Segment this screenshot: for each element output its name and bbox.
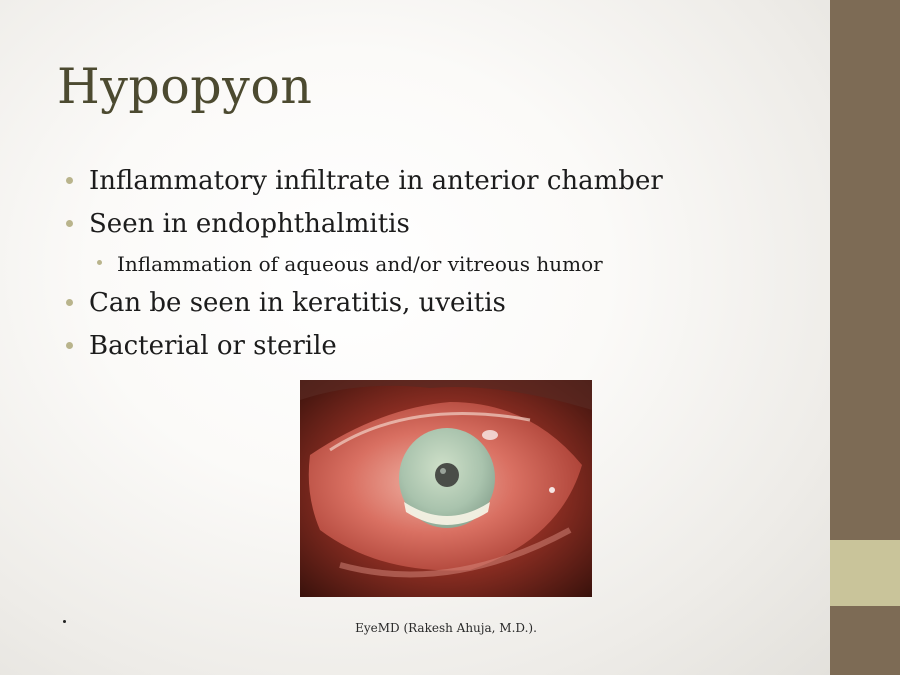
bullet-text: Can be seen in keratitis, uveitis (89, 288, 506, 318)
bullet-text: Seen in endophthalmitis (89, 209, 410, 239)
bullet-item (64, 325, 784, 368)
bullet-dot-icon (66, 342, 73, 349)
bullet-list (64, 160, 784, 368)
eye-photo (300, 380, 592, 597)
bullet-text: Bacterial or sterile (89, 331, 337, 361)
slide-title: Hypopyon (57, 58, 313, 115)
image-caption: EyeMD (Rakesh Ahuja, M.D.). (355, 621, 537, 635)
sub-bullet-text: Inflammation of aqueous and/or vitreous humor (117, 252, 603, 276)
bullet-dot-icon (66, 220, 73, 227)
sub-bullet-dot-icon (97, 260, 102, 265)
corner-dot (63, 620, 66, 623)
bullet-dot-icon (66, 299, 73, 306)
bullet-item (64, 282, 784, 325)
bullet-text: Inflammatory infiltrate in anterior chamber (89, 166, 663, 196)
sub-bullet-item (64, 246, 784, 282)
slide-sidebar-accent (830, 540, 900, 606)
bullet-dot-icon (66, 177, 73, 184)
bullet-item (64, 203, 784, 246)
bullet-item (64, 160, 784, 203)
